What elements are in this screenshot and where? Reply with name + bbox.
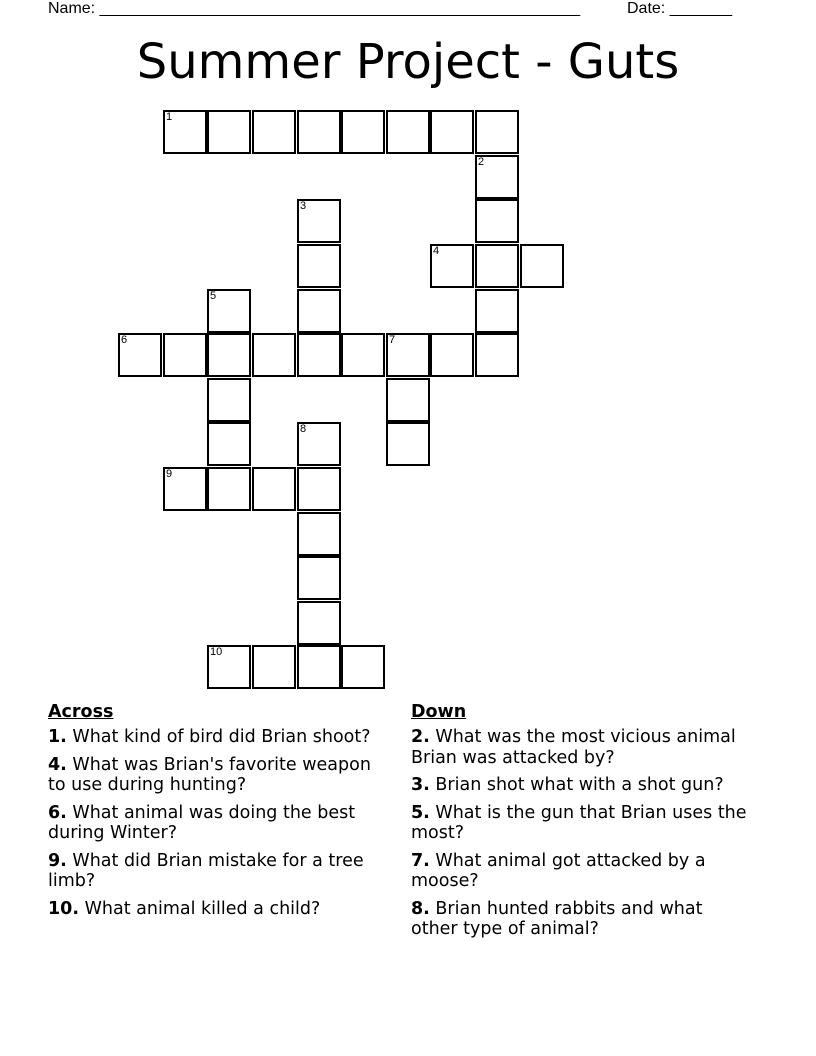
clue-across-9 <box>48 851 388 892</box>
cell-number: 8 <box>300 423 307 435</box>
grid-cell[interactable] <box>252 467 296 511</box>
clue-number: 9. <box>48 850 67 871</box>
grid-cell[interactable] <box>430 244 474 288</box>
cell-number: 4 <box>433 245 440 257</box>
clue-number: 1. <box>48 727 67 748</box>
across-clues <box>48 702 388 926</box>
grid-cell[interactable] <box>297 333 341 377</box>
grid-cell[interactable] <box>252 645 296 689</box>
clue-number: 7. <box>411 850 430 871</box>
cell-number: 10 <box>210 646 223 658</box>
name-field-label: Name: ______________________________________________________ <box>48 0 581 17</box>
grid-cell[interactable] <box>475 110 519 154</box>
cell-number: 5 <box>210 290 217 302</box>
clue-down-8 <box>411 899 751 940</box>
grid-cell[interactable] <box>341 110 385 154</box>
clue-number: 8. <box>411 898 430 919</box>
clue-number: 10. <box>48 898 80 919</box>
clue-across-10 <box>48 899 388 919</box>
grid-cell[interactable] <box>297 467 341 511</box>
grid-cell[interactable] <box>475 289 519 333</box>
clue-text: What was Brian's favorite weapon to use during hunting? <box>48 754 371 796</box>
date-field-label: Date: _______ <box>627 0 732 17</box>
clue-text: What animal killed a child? <box>84 898 321 919</box>
grid-cell[interactable] <box>341 333 385 377</box>
clue-text: Brian hunted rabbits and what other type of animal? <box>411 898 703 940</box>
clue-number: 3. <box>411 775 430 796</box>
grid-cell[interactable] <box>297 601 341 645</box>
clue-number: 5. <box>411 802 430 823</box>
down-clues <box>411 702 751 947</box>
grid-cell[interactable] <box>297 244 341 288</box>
clue-down-7 <box>411 851 751 892</box>
clue-number: 6. <box>48 802 67 823</box>
grid-cell[interactable] <box>475 155 519 199</box>
clue-across-6 <box>48 803 388 844</box>
cell-number: 9 <box>166 468 173 480</box>
clue-down-3 <box>411 775 751 795</box>
grid-cell[interactable] <box>207 333 251 377</box>
page-title: Summer Project - Guts <box>136 34 680 90</box>
grid-cell[interactable] <box>252 110 296 154</box>
clue-text: What animal was doing the best during Winter? <box>48 802 356 844</box>
grid-cell[interactable] <box>430 333 474 377</box>
grid-cell[interactable] <box>341 645 385 689</box>
down-heading: Down <box>411 702 467 722</box>
grid-cell[interactable] <box>207 378 251 422</box>
grid-cell[interactable] <box>297 556 341 600</box>
cell-number: 7 <box>389 334 396 346</box>
grid-cell[interactable] <box>163 333 207 377</box>
grid-cell[interactable] <box>118 333 162 377</box>
grid-cell[interactable] <box>386 422 430 466</box>
grid-cell[interactable] <box>163 467 207 511</box>
grid-cell[interactable] <box>207 645 251 689</box>
grid-cell[interactable] <box>207 467 251 511</box>
cell-number: 6 <box>121 334 128 346</box>
grid-cell[interactable] <box>475 333 519 377</box>
grid-cell[interactable] <box>207 110 251 154</box>
clue-down-2 <box>411 727 751 768</box>
grid-cell[interactable] <box>207 289 251 333</box>
clue-text: What did Brian mistake for a tree limb? <box>48 850 364 892</box>
grid-cell[interactable] <box>386 110 430 154</box>
grid-cell[interactable] <box>207 422 251 466</box>
grid-cell[interactable] <box>297 422 341 466</box>
grid-cell[interactable] <box>520 244 564 288</box>
grid-cell[interactable] <box>297 289 341 333</box>
grid-cell[interactable] <box>297 110 341 154</box>
clue-number: 2. <box>411 727 430 748</box>
clue-across-4 <box>48 755 388 796</box>
grid-cell[interactable] <box>475 244 519 288</box>
clue-text: What kind of bird did Brian shoot? <box>72 727 371 748</box>
clue-text: Brian shot what with a shot gun? <box>435 775 724 796</box>
across-heading: Across <box>48 702 114 722</box>
grid-cell[interactable] <box>297 199 341 243</box>
clue-text: What was the most vicious animal Brian was attacked by? <box>411 727 736 768</box>
cell-number: 1 <box>166 111 173 123</box>
grid-cell[interactable] <box>386 333 430 377</box>
grid-cell[interactable] <box>252 333 296 377</box>
grid-cell[interactable] <box>475 199 519 243</box>
grid-cell[interactable] <box>430 110 474 154</box>
grid-cell[interactable] <box>297 512 341 556</box>
cell-number: 3 <box>300 200 307 212</box>
grid-cell[interactable] <box>297 645 341 689</box>
clue-number: 4. <box>48 754 67 775</box>
clue-text: What animal got attacked by a moose? <box>411 850 706 892</box>
clue-down-5 <box>411 803 751 844</box>
clue-across-1 <box>48 727 388 747</box>
clue-text: What is the gun that Brian uses the most? <box>411 802 747 844</box>
grid-cell[interactable] <box>163 110 207 154</box>
grid-cell[interactable] <box>386 378 430 422</box>
cell-number: 2 <box>478 156 485 168</box>
